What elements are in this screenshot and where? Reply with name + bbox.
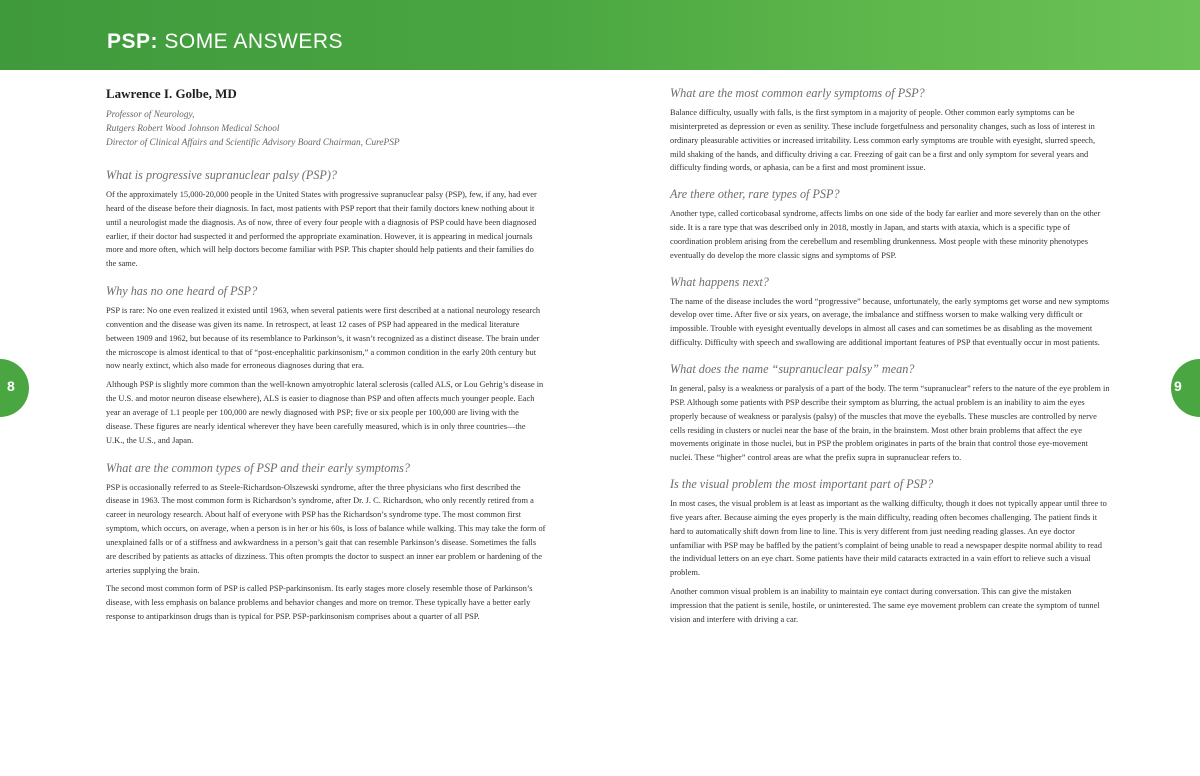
right-column: [670, 86, 1110, 627]
section-heading: What are the most common early symptoms of PSP?: [670, 86, 925, 100]
paragraph: In most cases, the visual problem is at least as important as the walking difficulty, though it does not typically appear until three to five years after. Because aiming the eyes properly is the main difficulty, reading often becomes challenging. The patient finds it hard to automatically shift down from line to line. This is very different from just needing reading glasses. An eye doctor unfamiliar with PSP may be baffled by the patient’s complaint of being unable to read a newspaper despite normal ability to read the individual letters on an eye chart. Some patients have their mild cataracts extracted in a vain effort to relieve such a visual problem.: [670, 499, 1107, 578]
section-heading: Is the visual problem the most important part of PSP?: [670, 477, 934, 492]
author-name: Lawrence I. Golbe, MD: [106, 86, 237, 101]
paragraph: PSP is occasionally referred to as Steele-Richardson-Olszewski syndrome, after the three physicians who first described the disease in 1963. The most common form is Richardson’s syndrome, after Dr. J. C. Richardson, who only recently retired from a career in neurology research. About half of everyone with PSP has the Richardson’s syndrome type. The most common first symptom, which occurs, on average, when a person is in her or his 60s, is loss of balance while walking. This may take the form of unexplained falls or of a stiffness and awkwardness in a person’s gait that can resemble Parkinson’s disease. Sometimes the falls are described by patients as attacks of dizziness. This often prompts the doctor to suspect an inner ear problem or hardening of the arteries supplying the brain.: [106, 482, 546, 575]
section-why-no-one-heard: [106, 284, 546, 447]
paragraph: In general, palsy is a weakness or paralysis of a part of the body. The term “supranuclear” refers to the nature of the eye problem in PSP. Although some patients with PSP describe their symptom as blurring, the actual problem is an inability to aim the eyes properly because of weakness or paralysis (palsy) of the muscles that move the eyeballs. These muscles are controlled by nerve cells residing in clusters or nuclei near the base of the brain, in the brainstem. Most other brain problems that affect the eye movements originate in those nuclei, but in PSP the problem originates in parts of the brain that control those eye-movement nuclei. These “higher” control areas are what the prefix supra in supranuclear refers to.: [670, 383, 1110, 463]
section-heading: Why has no one heard of PSP?: [106, 284, 258, 299]
author-affiliation: Rutgers Robert Wood Johnson Medical School: [106, 124, 280, 134]
page-title: [107, 30, 343, 54]
section-common-types: [106, 461, 546, 624]
author-affiliation: Director of Clinical Affairs and Scientific Advisory Board Chairman, CurePSP: [106, 138, 400, 148]
section-what-happens-next: [670, 275, 1110, 350]
paragraph: The second most common form of PSP is called PSP-parkinsonism. Its early stages more closely resemble those of Parkinson’s disease, with less emphasis on balance problems and behavior changes and more on tremor. These typically have a better early response to antiparkinson drugs than is typical for PSP. PSP-parkinsonism comprises about a quarter of all PSP.: [106, 584, 533, 622]
paragraph: Another type, called corticobasal syndrome, affects limbs on one side of the body far earlier and more severely than on the other side. It is a rare type that was described only in 2018, mostly in Japan, and starts with ataxia, which is a specific type of coordination problem arising from the cerebellum and resembling drunkenness. Most people with these minority phenotypes eventually do develop the more classic signs and symptoms of PSP.: [670, 209, 1101, 260]
page-number-right: 9: [1174, 378, 1182, 394]
section-supranuclear-palsy: [670, 362, 1110, 465]
left-column: [106, 86, 546, 624]
section-rare-types: [670, 187, 1110, 262]
author-affiliation: Professor of Neurology,: [106, 110, 195, 120]
section-heading: What are the common types of PSP and their early symptoms?: [106, 460, 410, 475]
page-number-tab-left: [0, 359, 29, 417]
paragraph: Another common visual problem is an inability to maintain eye contact during conversation. This can give the mistaken impression that the patient is senile, hostile, or uninterested. The same eye movement problem can create the symptom of tunnel vision and interfere with driving a car.: [670, 587, 1100, 624]
paragraph: Although PSP is slightly more common than the well-known amyotrophic lateral sclerosis (called ALS, or Lou Gehrig’s disease in the U.S. and motor neuron disease elsewhere), ALS is easier to diagnose than PSP and often affects much younger people. Each year an average of 1.1 people per 100,000 are newly diagnosed with PSP; five or six people per 100,000 are living with the disease. These figures are nearly identical wherever they have been carefully measured, which is in only three countries—the U.K., the U.S., and Japan.: [106, 380, 544, 445]
paragraph: PSP is rare: No one even realized it existed until 1963, when several patients were first described at a national neurology research convention and the disease was given its name. In retrospect, at least 12 cases of PSP had appeared in the medical literature between 1909 and 1962, but because of its resemblance to Parkinson’s, it wasn’t recognized as a distinct disease. The brain under the microscope is almost identical to that of “post-encephalitic parkinsonism,” a common condition in the early 20th century but now nearly extinct, which also made for erroneous diagnoses during that era.: [106, 306, 541, 371]
header-banner: [0, 0, 1200, 70]
page-number-left: 8: [7, 378, 15, 394]
paragraph: The name of the disease includes the word “progressive” because, unfortunately, the early symptoms get worse and new symptoms develop over time. After five or six years, on average, the imbalance and stiffness worsen to make walking very difficult or impossible. Trouble with eyesight eventually develops in almost all cases and can sometimes be as disabling as the movement difficulty. Difficulty with speech and swallowing are additional important features of PSP that eventually occur in most patients.: [670, 296, 1110, 348]
section-heading: What does the name “supranuclear palsy” mean?: [670, 361, 915, 376]
section-visual-problem: [670, 477, 1110, 627]
page-number-tab-right: [1171, 359, 1200, 417]
paragraph: Balance difficulty, usually with falls, is the first symptom in a majority of people. Other common early symptoms can be misinterpreted as depression or even as senility. These include forgetfulness and personality changes, such as loss of interest in ordinary pleasurable activities or increased irritability. Less common early symptoms are trouble with eyesight, slurred speech, mild shaking of the hands, and difficulty driving a car. Freezing of gait can be a first and only symptom for several years and difficulty finding words, or aphasia, can be a first and most prominent issue.: [670, 108, 1096, 173]
section-heading: What is progressive supranuclear palsy (PSP)?: [106, 168, 337, 182]
title-bold: PSP:: [107, 30, 159, 53]
title-rest: SOME ANSWERS: [158, 30, 344, 53]
section-early-symptoms: [670, 86, 1110, 175]
section-heading: Are there other, rare types of PSP?: [670, 187, 840, 202]
section-heading: What happens next?: [670, 274, 769, 289]
section-what-is-psp: [106, 168, 546, 271]
paragraph: Of the approximately 15,000-20,000 people in the United States with progressive supranuclear palsy (PSP), few, if any, had ever heard of the disease before their diagnosis. In fact, most patients with PSP report that their family doctors knew nothing about it until a neurologist made the diagnosis. As of now, three of every four people with a diagnosis of PSP could have been diagnosed earlier, if their doctor had suspected it and performed the appropriate examination. However, it is appearing in medical journals more and more often, which will help doctors become familiar with PSP. This chapter should help patients and their families do the same.: [106, 190, 537, 269]
